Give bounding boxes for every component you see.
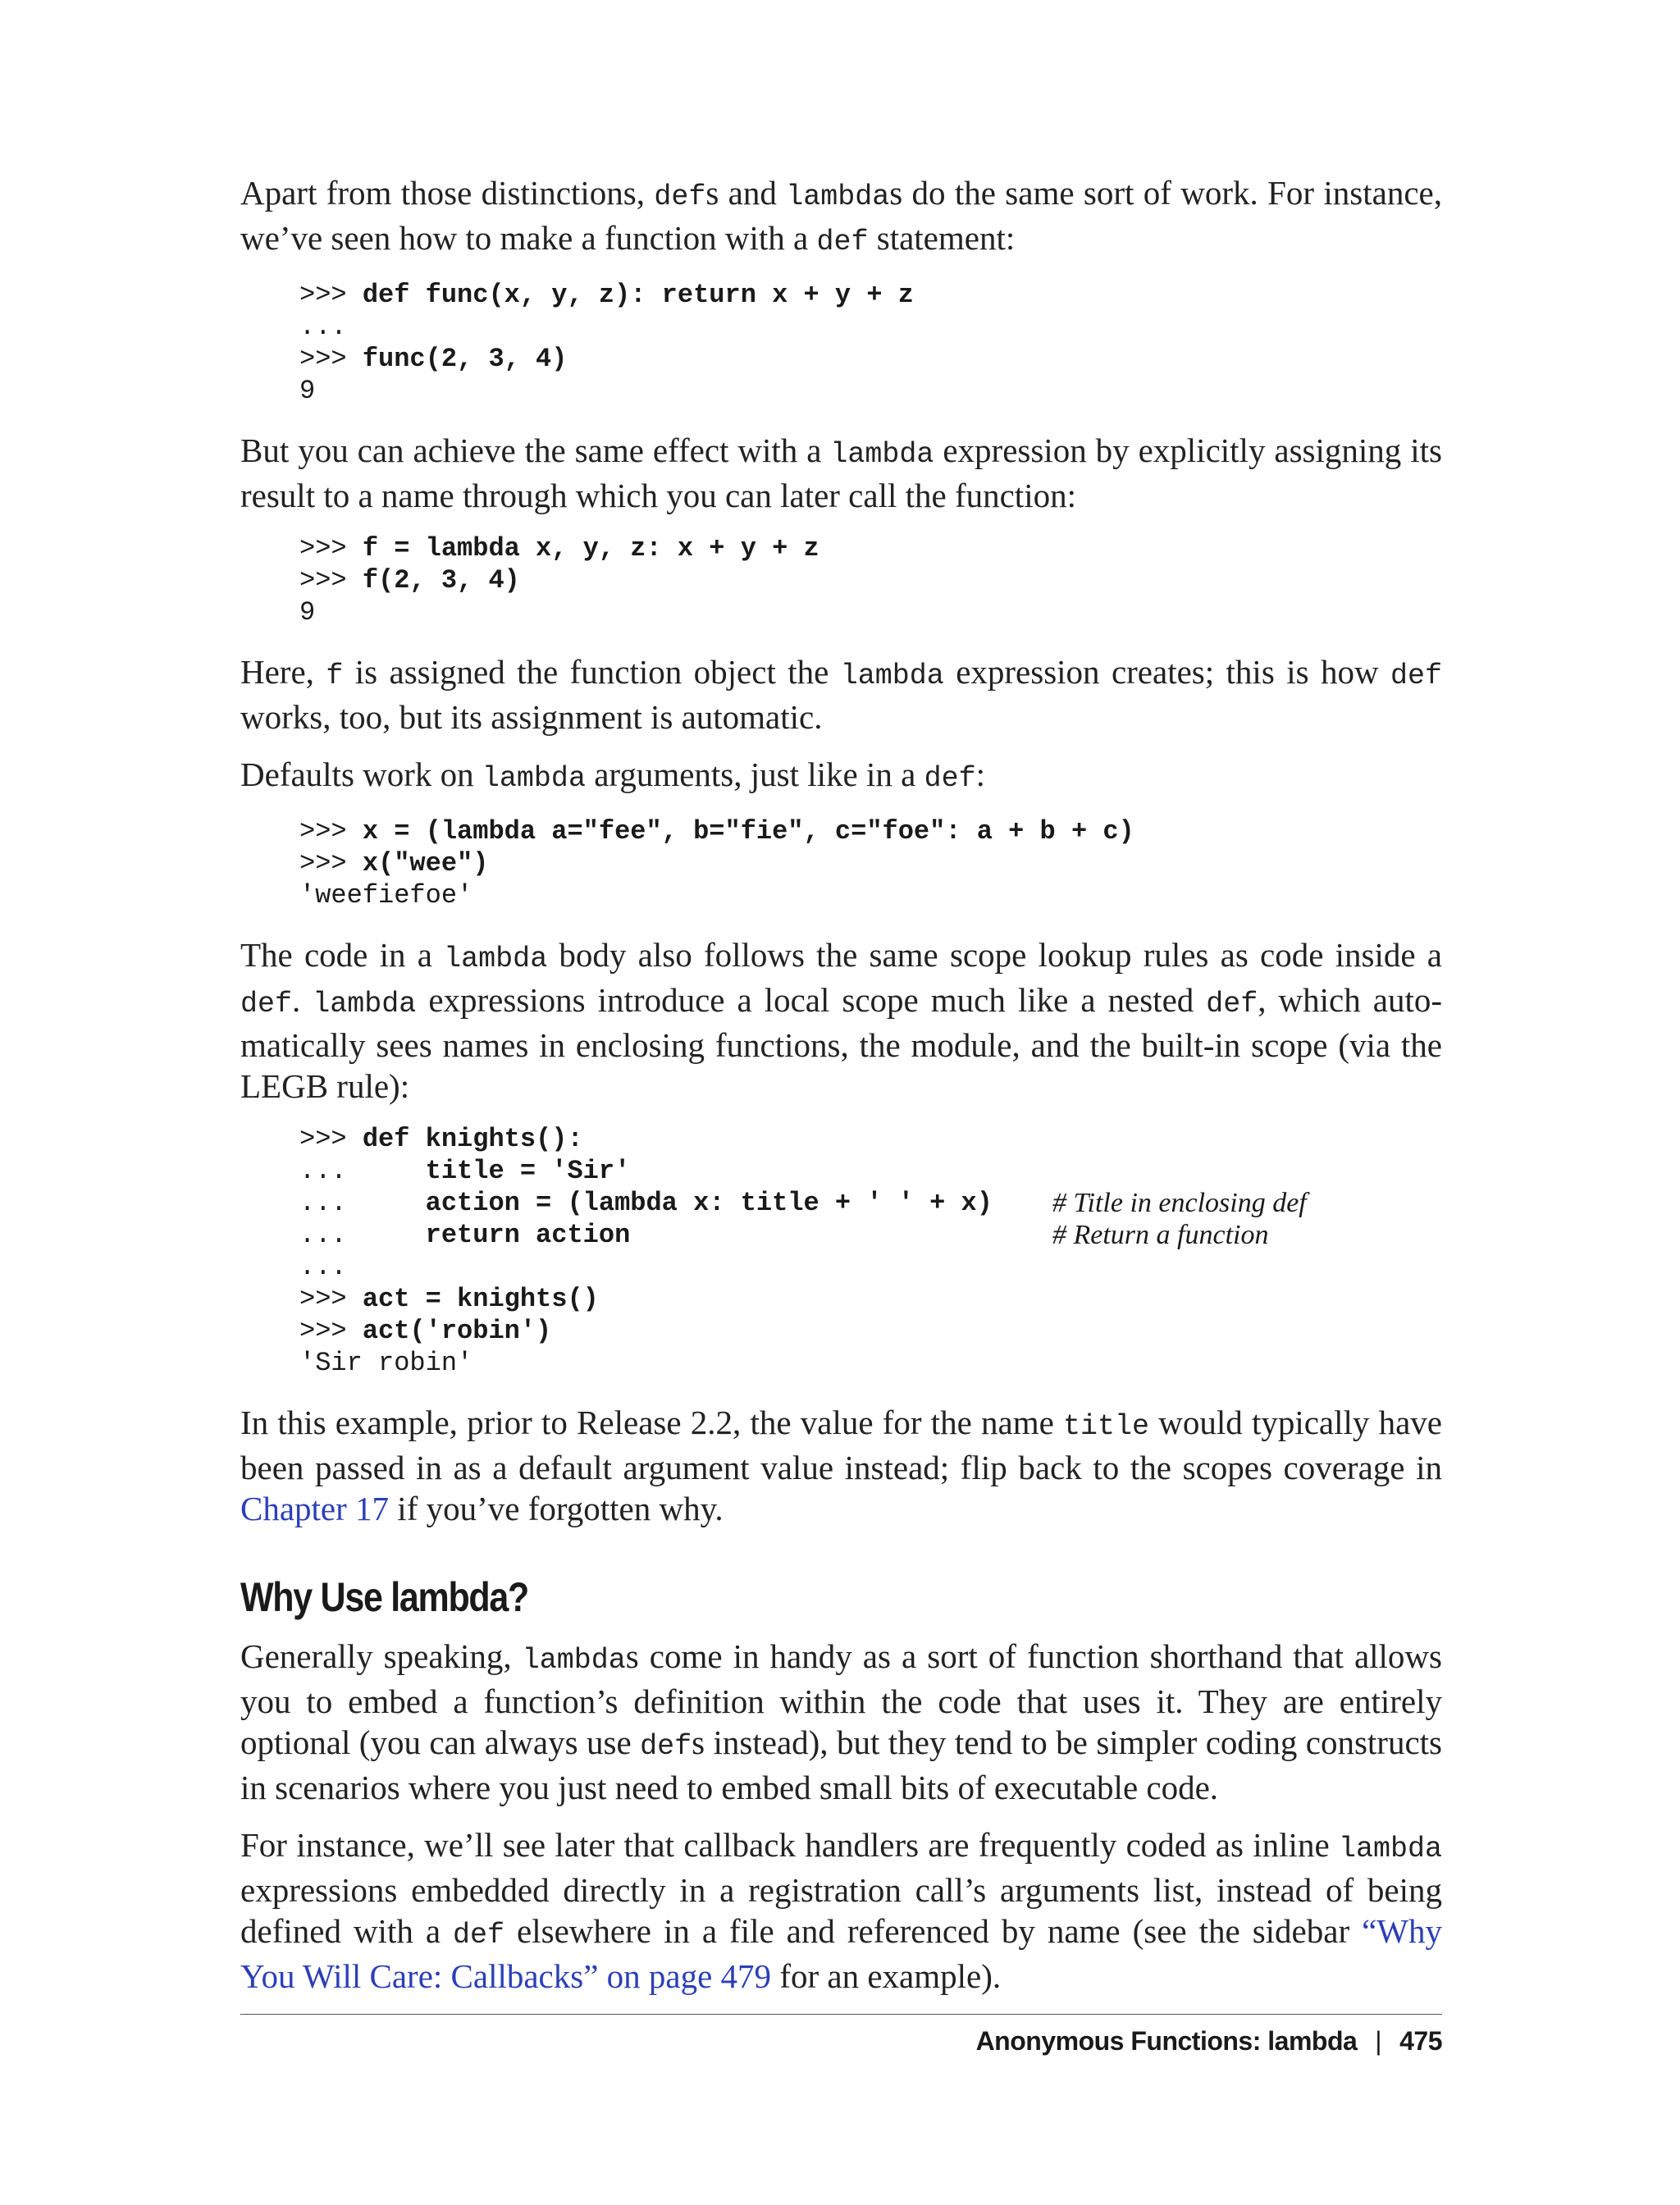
code-block-3 [299,815,1442,911]
text: for an example). [771,1957,1002,1995]
code-prompt: >>> [299,1124,363,1154]
text: s do the same sort of work. For instance, we’ve seen how to make a function with a [240,174,1442,257]
book-page [240,172,1442,2013]
paragraph-7 [240,1636,1442,1808]
paragraph-8 [240,1824,1442,1997]
inline-code: def [816,226,869,258]
text: expression creates; this is how [943,653,1390,691]
paragraph-6 [240,1402,1442,1529]
code-input: act = knights() [362,1284,599,1314]
text: , which automatically sees names in enclosing functions, the module, and the built-in scope (via the LEGB rule): [240,981,1443,1105]
code-line [299,343,1442,375]
code-line [299,1187,1442,1219]
code-input: title = 'Sir' [425,1156,631,1186]
code-input: def func(x, y, z): return x + y + z [362,280,914,310]
code-line [299,564,1442,596]
inline-code: def [654,180,706,213]
page-number: 475 [1399,2026,1442,2056]
text: Here, [240,653,326,691]
code-block-4 [299,1123,1442,1379]
inline-code: lambda [1338,1833,1442,1865]
code-line [299,1219,1442,1251]
code-input: act('robin') [362,1316,552,1346]
code-input: def knights(): [362,1124,583,1154]
inline-code: title [1063,1410,1150,1443]
text: Generally speaking, [240,1637,523,1675]
code-prompt: >>> [299,1284,363,1314]
code-output: 'weefiefoe' [299,880,473,911]
text: . [292,981,313,1019]
callbacks-sidebar-link[interactable]: “Why You Will Care: Callbacks” on page 479 [240,1912,1442,1995]
paragraph-1 [240,172,1442,262]
inline-code: def [240,988,293,1020]
text: is assigned the function object the [343,653,841,691]
code-input: x("wee") [362,848,489,879]
paragraph-5 [240,934,1442,1107]
text: if you’ve forgotten why. [389,1490,724,1527]
paragraph-4 [240,754,1442,799]
text: But you can achieve the same effect with a [240,431,831,469]
code-line [299,815,1442,847]
code-prompt: >>> [299,848,363,879]
paragraph-2 [240,430,1442,516]
code-line [299,1251,1442,1283]
inline-code: def [640,1730,692,1763]
text: expressions embedded directly in a registration call’s arguments list, instead of being defined with a [240,1871,1442,1950]
code-prompt: ... [299,1188,426,1218]
inline-code: def [453,1919,505,1952]
text: would typically have been passed in as a default argument value instead; flip back to the scopes coverage in [240,1404,1442,1486]
code-input: return action [425,1220,631,1250]
text: Defaults work on [240,756,482,793]
inline-code: lambda [522,1644,626,1677]
code-block-2 [299,532,1442,628]
code-line [299,375,1442,407]
code-line [299,532,1442,564]
text: works, too, but its assignment is automatic. [240,698,823,736]
code-prompt: >>> [299,280,363,310]
footer-rule [240,2014,1442,2015]
code-input: func(2, 3, 4) [362,344,568,374]
text: s and [705,174,787,212]
code-line [299,596,1442,628]
code-block-1 [299,279,1442,407]
code-line [299,1315,1442,1347]
code-prompt: >>> [299,816,363,847]
code-prompt: ... [299,1156,426,1186]
paragraph-3 [240,651,1442,737]
inline-code: def [1390,660,1442,692]
inline-code: lambda [840,660,944,692]
inline-code: lambda [786,180,890,213]
text: arguments, just like in a [585,756,924,793]
inline-code: lambda [444,943,548,975]
code-prompt: >>> [299,1316,363,1346]
code-prompt: >>> [299,533,363,564]
section-heading: Why Use lambda? [240,1574,529,1620]
code-prompt: >>> [299,344,363,374]
text: The code in a [240,936,445,974]
text: s come in handy as a sort of function shorthand that allows you to embed a function’s definition within the code that uses it. They are entirely optional (you can always use [240,1637,1442,1761]
code-output: 9 [299,597,316,628]
code-output: 'Sir robin' [299,1348,473,1378]
code-line [299,279,1442,311]
code-comment: # Return a function [1052,1220,1269,1250]
code-line [299,1283,1442,1315]
code-line [299,847,1442,879]
code-output: 9 [299,376,316,406]
inline-code: f [326,660,344,692]
inline-code: def [1206,988,1258,1020]
code-line [299,879,1442,911]
inline-code: def [924,762,976,795]
code-prompt: ... [299,1252,347,1282]
text: : [975,756,985,793]
text: elsewhere in a file and referenced by name (see the sidebar [504,1912,1363,1950]
page-footer [976,2026,1442,2057]
inline-code: lambda [482,762,586,795]
inline-code: lambda [313,988,417,1020]
code-input: f(2, 3, 4) [362,565,520,596]
text: For instance, we’ll see later that callback handlers are frequently coded as inline [240,1826,1339,1864]
code-prompt: ... [299,1220,426,1250]
text: In this example, prior to Release 2.2, the value for the name [240,1404,1064,1441]
text: Apart from those distinctions, [240,174,655,212]
chapter-17-link[interactable]: Chapter 17 [240,1490,390,1527]
code-line [299,1347,1442,1379]
text: expression by explicitly assigning its result to a name through which you can later call the function: [240,431,1442,514]
code-prompt: >>> [299,565,363,596]
text: s instead), but they tend to be simpler coding constructs in scenarios where you just need to embed small bits of executable code. [240,1723,1442,1806]
text: body also follows the same scope lookup rules as code inside a [547,936,1443,974]
code-input: action = (lambda x: title + ' ' + x) [425,1188,993,1218]
code-comment: # Title in enclosing def [1052,1188,1307,1218]
code-line [299,311,1442,343]
inline-code: lambda [830,438,934,471]
running-title: Anonymous Functions: lambda [975,2026,1358,2056]
footer-separator: | [1375,2026,1382,2056]
code-line [299,1123,1442,1155]
code-prompt: ... [299,312,347,342]
code-input: f = lambda x, y, z: x + y + z [362,533,819,564]
code-line [299,1155,1442,1187]
text: statement: [868,219,1016,257]
code-input: x = (lambda a="fee", b="fie", c="foe": a + b + c) [362,816,1134,847]
text: expressions introduce a local scope much like a nested [416,981,1207,1019]
